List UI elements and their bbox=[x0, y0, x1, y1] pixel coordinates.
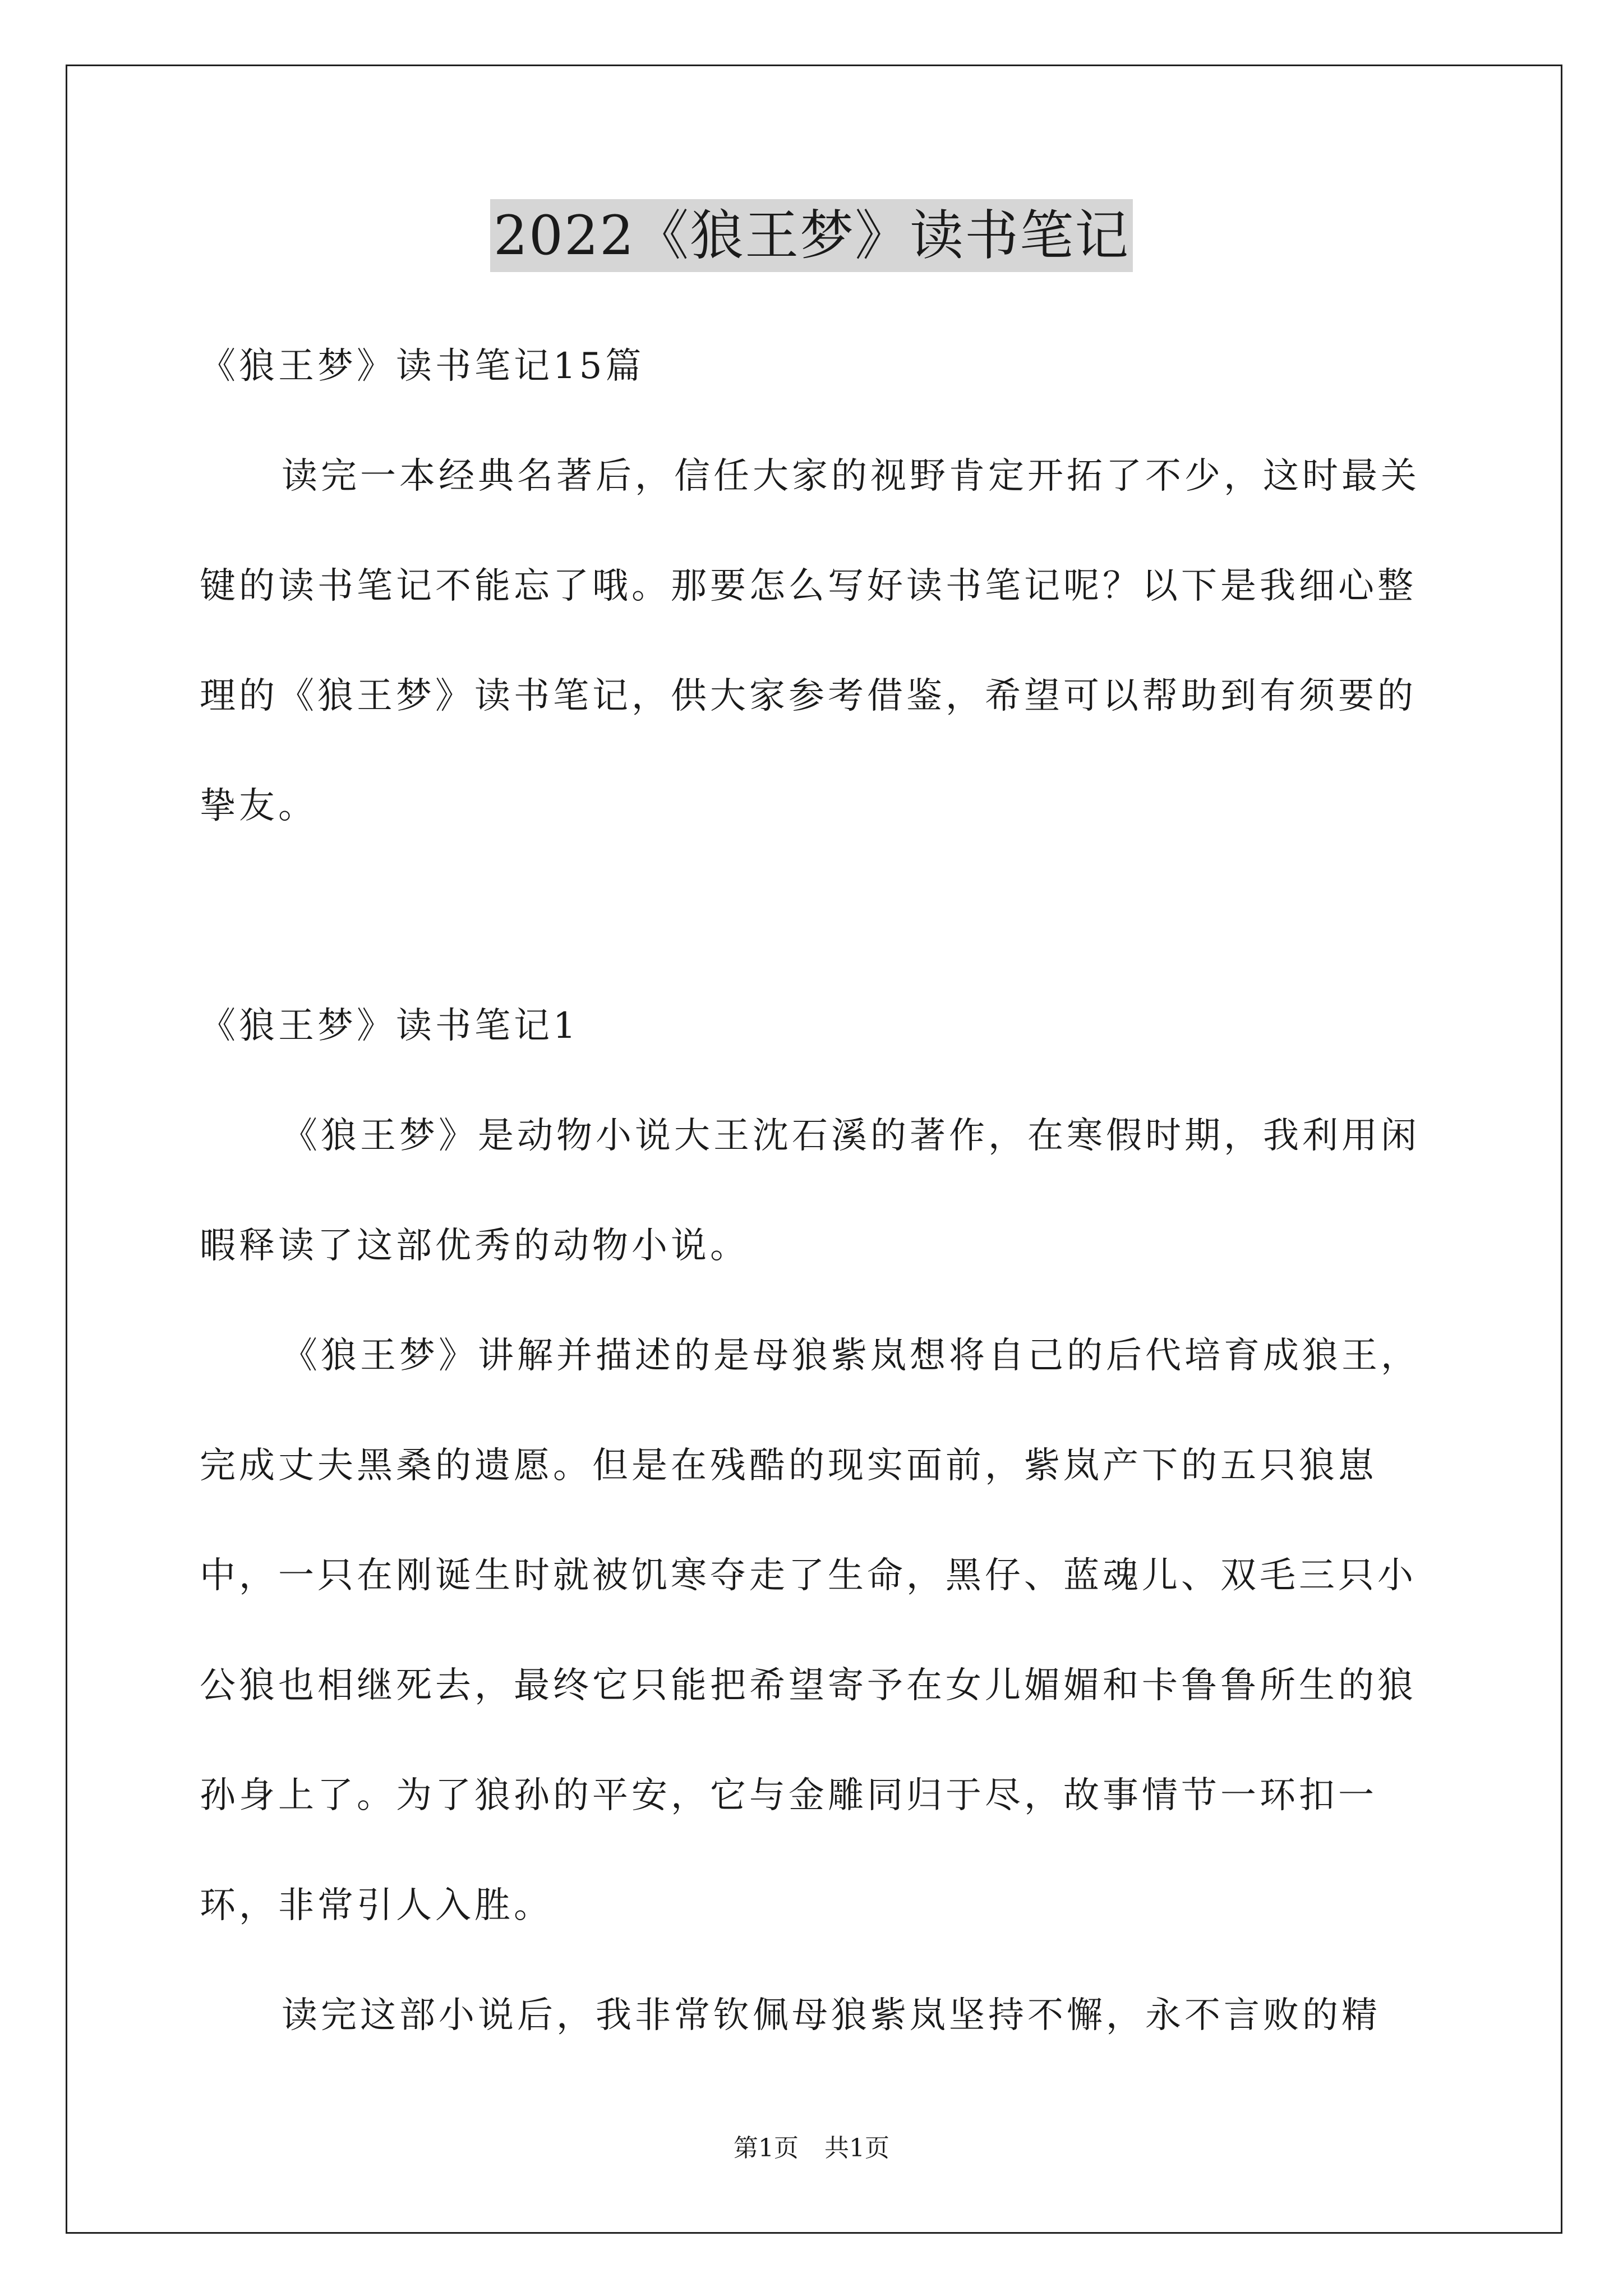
page-footer bbox=[0, 2132, 1623, 2165]
section-heading: 《狼王梦》读书笔记1 bbox=[200, 1005, 579, 1047]
section-spacer bbox=[200, 861, 1422, 971]
body-paragraph: 读完这部小说后，我非常钦佩母狼紫岚坚持不懈，永不言败的精 bbox=[282, 1995, 1381, 2036]
document-body bbox=[200, 311, 1422, 2070]
body-paragraph: 《狼王梦》是动物小说大王沈石溪的著作，在寒假时期，我利用闲暇释读了这部优秀的动物小说。 bbox=[200, 1115, 1420, 1267]
page-number: 第1页 bbox=[734, 2134, 799, 2162]
document-subtitle: 《狼王梦》读书笔记15篇 bbox=[200, 346, 645, 387]
document-title: 2022《狼王梦》读书笔记 bbox=[490, 199, 1133, 272]
page-total: 共1页 bbox=[824, 2134, 889, 2162]
intro-paragraph: 读完一本经典名著后，信任大家的视野肯定开拓了不少，这时最关键的读书笔记不能忘了哦。那要怎么写好读书笔记呢？以下是我细心整理的《狼王梦》读书笔记，供大家参考借鉴，希望可以帮助到有须要的挚友。 bbox=[200, 455, 1420, 827]
body-paragraph: 《狼王梦》讲解并描述的是母狼紫岚想将自己的后代培育成狼王，完成丈夫黑桑的遗愿。但是在残酷的现实面前，紫岚产下的五只狼崽中，一只在刚诞生时就被饥寒夺走了生命，黑仔、蓝魂儿、双毛三只小公狼也相继死去，最终它只能把希望寄予在女儿媚媚和卡鲁鲁所生的狼孙身上了。为了狼孙的平安，它与金雕同归于尽，故事情节一环扣一环，非常引人入胜。 bbox=[200, 1335, 1420, 1926]
title-container bbox=[0, 199, 1623, 272]
